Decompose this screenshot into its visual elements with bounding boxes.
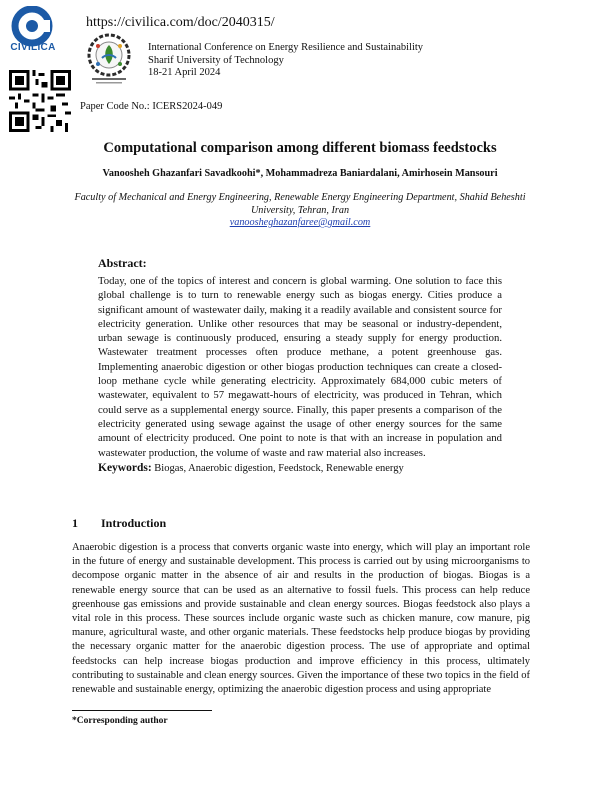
affiliation-text: Faculty of Mechanical and Energy Engineering, Renewable Energy Engineering Department, Shahid Beheshti University, Tehran, Iran xyxy=(74,192,526,216)
section-number: 1 xyxy=(72,516,78,530)
section-heading xyxy=(72,516,166,531)
qr-code-icon[interactable] xyxy=(9,70,71,132)
keywords-label: Keywords: xyxy=(98,462,152,474)
conference-info xyxy=(148,42,423,80)
paper-code: Paper Code No.: ICERS2024-049 xyxy=(80,101,223,112)
affiliation-block xyxy=(70,192,530,230)
abstract-heading: Abstract: xyxy=(98,256,147,270)
keywords-text: Biogas, Anaerobic digestion, Feedstock, Renewable energy xyxy=(154,463,404,474)
paper-title: Computational comparison among different biomass feedstocks xyxy=(103,140,497,156)
abstract-text: Today, one of the topics of interest and concern is global warming. One solution to face this global challenge is to turn to renewable energy such as biogas energy. Cities produce a significant amount of wastewater daily, making it a readily available and consistent source for electricity generation. Unlike other resources that may be seasonal or industry-dependent, urban sewage is continuously produced, ensuring a steady supply for energy production. Wastewater treatment processes often produce methane, a potent greenhouse gas. Implementing anaerobic digestion or other biogas production techniques can create a closed-loop methane cycle while generating electricity. Approximately 684,000 cubic meters of wastewater, equivalent to 57 megawatt-hours of electricity, was produced in Tehran, which could serve as a supplemental energy source. Finally, this paper presents a comparison of the electricity generated using sewage against the usage of other energy sources for the same amount of electricity produced. One point to note is that with an increase in population and wastewater production, the volume of waste and raw material also increases. xyxy=(98,275,502,459)
civilica-logo-text: CIVILICA xyxy=(10,42,56,53)
conference-venue: Sharif University of Technology xyxy=(148,54,284,66)
keywords-line xyxy=(98,462,404,474)
conference-name: International Conference on Energy Resilience and Sustainability xyxy=(148,42,424,53)
document-url[interactable]: https://civilica.com/doc/2040315/ xyxy=(86,15,275,30)
footnote-divider xyxy=(72,710,212,711)
introduction-text: Anaerobic digestion is a process that converts organic waste into energy, which will play an important role in the future of energy and sustainable development. This process is carried out by using microorganisms to decompose organic matter in the absence of air and results in the production of biogas. Biogas is a renewable energy source that can be used as an alternative to fossil fuels. This process can help reduce greenhouse gas emissions and provide sustainable and clean energy sources. Biogas feedstock also plays a vital role in this process. These sources include organic waste such as chicken manure, cow manure, pig manure, agricultural waste, and other organic materials. These feedstocks help produce biogas by providing the necessary organic matter for the anaerobic digestion process. The use of appropriate and optimal feedstocks can help increase biogas production and improve efficiency in this process, ultimately contributing to sustainable and clean energy sources. Given the importance of these two topics in the field of renewable and sustainable energy, optimizing the anaerobic digestion process and using appropriate xyxy=(72,542,530,696)
conference-logo-icon xyxy=(78,28,140,86)
section-title: Introduction xyxy=(101,516,167,530)
corresponding-author-footnote: *Corresponding author xyxy=(72,716,168,726)
conference-date: 18-21 April 2024 xyxy=(148,67,221,78)
author-list: Vanoosheh Ghazanfari Savadkoohi*, Mohammadreza Baniardalani, Amirhosein Mansouri xyxy=(102,168,498,179)
author-email-link[interactable]: vanoosheghazanfaree@gmail.com xyxy=(229,217,371,228)
